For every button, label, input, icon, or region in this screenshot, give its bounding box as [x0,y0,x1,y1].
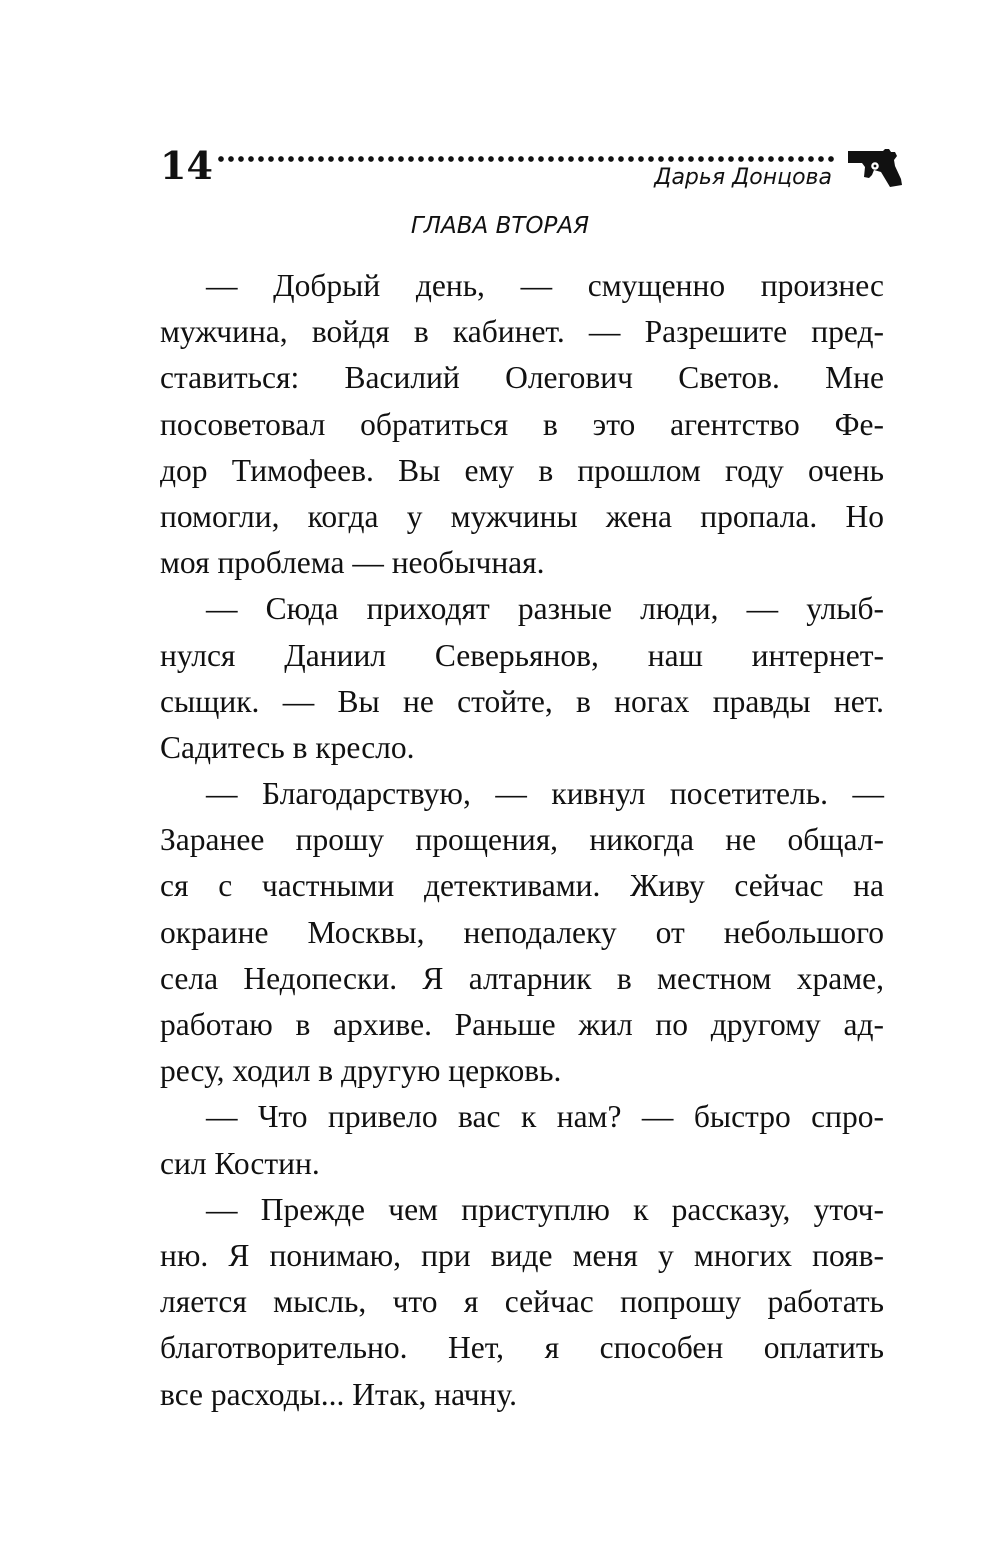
text-line: — Благодарствую, — кивнул посетитель. — [206,776,884,812]
text-line: села Недопески. Я алтарник в местном храме, [160,960,884,996]
author-name: Дарья Донцова [654,165,832,190]
text-line: благотворительно. Нет, я способен оплатить [160,1330,884,1366]
text-line: ню. Я понимаю, при виде меня у многих появ- [160,1237,884,1273]
text-line: ляется мысль, что я сейчас попрошу работать [160,1284,884,1320]
text-line: сил Костин. [160,1145,320,1181]
text-line: — Прежде чем приступлю к рассказу, уточ- [206,1191,884,1227]
text-line: Заранее прошу прощения, никогда не общал- [160,822,884,858]
text-line: ся с частными детективами. Живу сейчас на [160,868,884,904]
text-line: моя проблема — необычная. [160,545,545,581]
text-line: дор Тимофеев. Вы ему в прошлом году очень [160,452,884,488]
text-line: окраине Москвы, неподалеку от небольшого [160,914,884,950]
text-line: помогли, когда у мужчины жена пропала. Но [160,498,884,534]
text-line: — Что привело вас к нам? — быстро спро- [206,1099,884,1135]
text-line: — Добрый день, — смущенно произнес [206,268,884,303]
text-line: ресу, ходил в другую церковь. [160,1053,562,1089]
body-text [160,263,884,1418]
text-line: нулся Даниил Северьянов, наш интернет- [160,637,884,673]
text-line: Садитесь в кресло. [160,729,415,765]
revolver-icon [845,148,903,188]
text-line: работаю в архиве. Раньше жил по другому ад- [160,1007,884,1042]
text-line: ставиться: Василий Олегович Светов. Мне [160,360,884,396]
text-line: посоветовал обратиться в это агентство Фе- [160,406,884,442]
page-number: 14 [160,143,213,188]
chapter-title: ГЛАВА ВТОРАЯ [410,213,590,239]
text-line: все расходы... Итак, начну. [160,1376,517,1412]
text-line: — Сюда приходят разные люди, — улыб- [206,591,884,627]
text-line: мужчина, войдя в кабинет. — Разрешите пред- [160,314,884,350]
text-line: сыщик. — Вы не стойте, в ногах правды нет. [160,683,884,719]
